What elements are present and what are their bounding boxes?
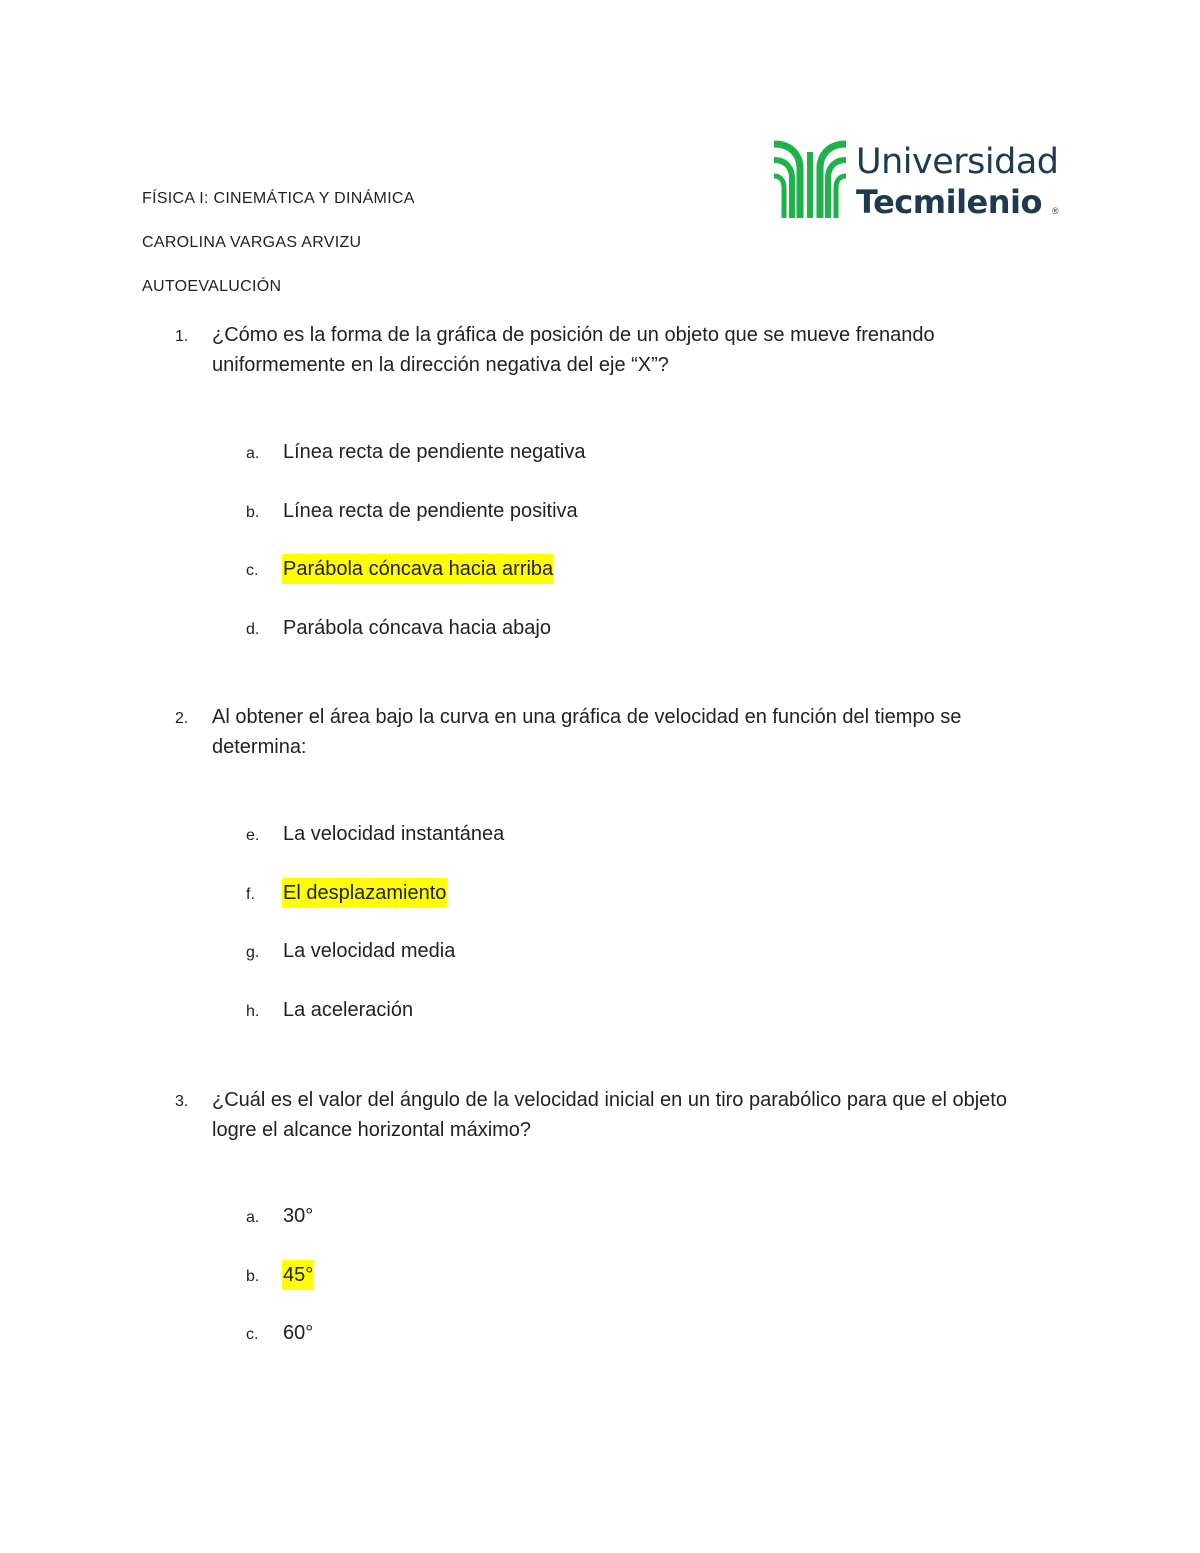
logo-line-tecmilenio: Tecmilenio bbox=[856, 183, 1042, 221]
question-number: 3. bbox=[175, 1093, 189, 1110]
student-name: CAROLINA VARGAS ARVIZU bbox=[142, 234, 362, 251]
option-text: 30° bbox=[283, 1205, 314, 1227]
question-1 bbox=[175, 320, 1035, 380]
question-2 bbox=[175, 702, 1035, 762]
option-letter: e. bbox=[246, 827, 260, 844]
course-title: FÍSICA I: CINEMÁTICA Y DINÁMICA bbox=[142, 190, 415, 207]
option-letter: c. bbox=[246, 1326, 259, 1343]
option-letter: b. bbox=[246, 504, 260, 521]
question-text: ¿Cuál es el valor del ángulo de la velocidad inicial en un tiro parabólico para que el objeto logre el alcance horizontal máximo? bbox=[212, 1089, 1007, 1141]
option-letter: f. bbox=[246, 886, 255, 903]
option-item bbox=[246, 437, 586, 467]
option-text: 60° bbox=[283, 1322, 314, 1344]
option-letter: h. bbox=[246, 1003, 260, 1020]
logo-line-universidad: Universidad bbox=[856, 142, 1059, 182]
option-item bbox=[246, 819, 505, 849]
document-title: AUTOEVALUCIÓN bbox=[142, 278, 282, 295]
option-item bbox=[246, 1260, 314, 1290]
option-item bbox=[246, 554, 554, 584]
question-number: 2. bbox=[175, 710, 189, 727]
option-letter: a. bbox=[246, 445, 260, 462]
option-item bbox=[246, 936, 456, 966]
option-text: La velocidad media bbox=[283, 940, 456, 962]
option-text: Línea recta de pendiente negativa bbox=[283, 441, 586, 463]
registered-mark: ® bbox=[1052, 206, 1059, 216]
option-letter: g. bbox=[246, 944, 260, 961]
option-item bbox=[246, 878, 447, 908]
question-number: 1. bbox=[175, 328, 189, 345]
question-3 bbox=[175, 1085, 1035, 1145]
option-text: La velocidad instantánea bbox=[283, 823, 505, 845]
option-letter: d. bbox=[246, 621, 260, 638]
option-item bbox=[246, 496, 579, 526]
option-letter: b. bbox=[246, 1268, 260, 1285]
tecmilenio-leaf-icon bbox=[770, 138, 850, 222]
option-item bbox=[246, 1318, 314, 1348]
university-logo bbox=[770, 138, 1070, 222]
option-item bbox=[246, 613, 552, 643]
option-text: La aceleración bbox=[283, 999, 414, 1021]
option-text-highlighted: El desplazamiento bbox=[282, 878, 447, 908]
option-item bbox=[246, 995, 414, 1025]
option-text: Parábola cóncava hacia abajo bbox=[283, 617, 551, 639]
option-text: Línea recta de pendiente positiva bbox=[283, 500, 578, 522]
question-text: ¿Cómo es la forma de la gráfica de posición de un objeto que se mueve frenando uniformemente en la dirección negativa del eje “X”? bbox=[212, 324, 935, 376]
option-letter: a. bbox=[246, 1209, 260, 1226]
option-text-highlighted: 45° bbox=[282, 1260, 314, 1290]
question-text: Al obtener el área bajo la curva en una gráfica de velocidad en función del tiempo se determina: bbox=[212, 706, 962, 758]
option-letter: c. bbox=[246, 562, 259, 579]
option-item bbox=[246, 1201, 314, 1231]
option-text-highlighted: Parábola cóncava hacia arriba bbox=[282, 554, 554, 584]
